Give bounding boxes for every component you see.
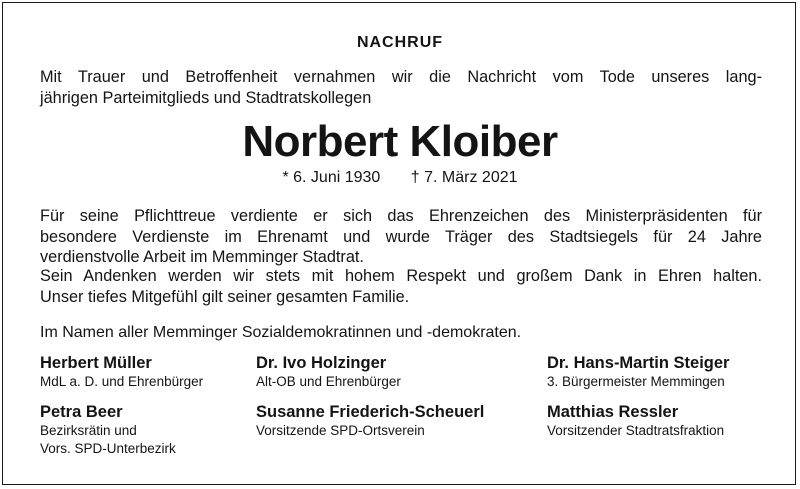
signatory [547,353,729,391]
signatory [40,353,203,391]
signatory-role: 3. Bürgermeister Memmingen [547,374,725,389]
tribute-line: besondere Verdienste im Ehrenamt und wurde Träger des Stadtsiegels für 24 Jahre [40,227,762,246]
condolence-paragraph [40,266,762,307]
signatory [40,402,176,458]
signatory [547,402,724,440]
signatory-name: Matthias Ressler [547,403,679,421]
condolence-line: Sein Andenken werden wir stets mit hohem Respekt und großem Dank in Ehren halten. [40,267,762,285]
signatory-name: Dr. Hans-Martin Steiger [547,354,730,372]
signatory-role: Alt-OB und Ehrenbürger [256,374,401,389]
signatory-role: Vors. SPD-Unterbezirk [40,441,176,456]
deceased-name: Norbert Kloiber [242,117,558,166]
signatory-role: Vorsitzende SPD-Ortsverein [256,423,425,438]
tribute-paragraph [40,206,762,268]
tribute-line: verdienstvolle Arbeit im Memminger Stadtrat. [40,248,364,266]
signatory-name: Herbert Müller [40,354,152,372]
signatory-role: Vorsitzender Stadtratsfraktion [547,423,725,438]
intro-line: Mit Trauer und Betroffenheit vernahmen wir die Nachricht vom Tode unseres lang- [40,68,762,86]
signatory-name: Susanne Friederich-Scheuerl [256,403,485,421]
intro-line: jährigen Parteimitglieds und Stadtratskollegen [40,88,372,107]
death-date: † 7. März 2021 [410,169,518,186]
signatory [256,402,484,440]
closing-line: Im Namen aller Memminger Sozialdemokratinnen und -demokraten. [40,324,522,341]
signatory-role: MdL a. D. und Ehrenbürger [40,374,204,389]
signatory-name: Petra Beer [40,403,123,421]
signatory [256,353,401,391]
condolence-line: Unser tiefes Mitgefühl gilt seiner gesamten Familie. [40,287,410,306]
signatory-name: Dr. Ivo Holzinger [256,354,387,372]
signatory-role: Bezirksrätin und [40,423,137,438]
birth-date: * 6. Juni 1930 [282,169,381,186]
tribute-line: Für seine Pflichttreue verdiente er sich das Ehrenzeichen des Ministerpräsidenten für [40,207,762,225]
intro-paragraph [40,67,762,108]
life-dates [0,169,800,187]
notice-heading: NACHRUF [356,34,444,51]
